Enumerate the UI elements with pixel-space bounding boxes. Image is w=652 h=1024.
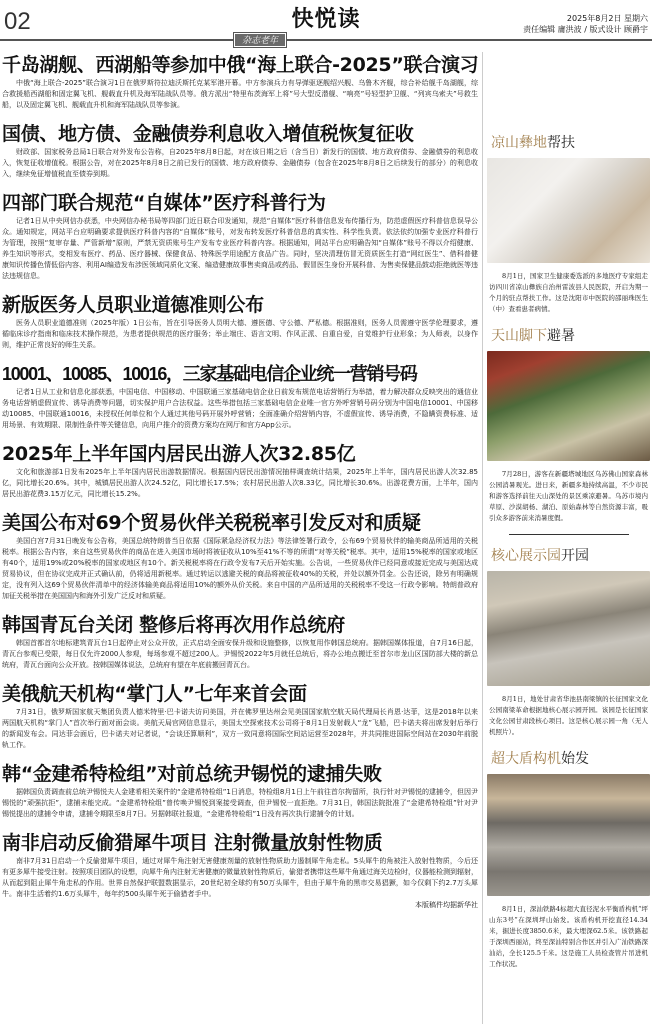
- article: [2, 190, 478, 282]
- section-divider: [509, 534, 629, 535]
- title-accent: 核心展示园: [491, 548, 561, 564]
- article-headline: 南非启动反偷猎犀牛项目 注射微量放射性物质: [2, 832, 383, 854]
- article: [2, 830, 478, 900]
- article-headline: 10001、10085、10016，三家基础电信企业统一营销号码: [2, 364, 417, 384]
- title-rest: 开园: [561, 548, 589, 564]
- article-body: 医务人员职业道德准则（2025年版）1日公布，旨在引导医务人员明大德、遵医德、守公德、严私德。根据准则，医务人员需遵守医学伦理要求，遵循临床诊疗指南和临床技术操作规范，为患者提供规范的医疗服务；举止端庄、语言文明、作风正派、自重自爱，自觉维护行业形象；为人师表，以身作则，维护正常良好的师生关系。: [2, 319, 478, 349]
- article: [2, 681, 478, 751]
- article-headline: 韩“金建希特检组”对前总统尹锡悦的逮捕失败: [2, 763, 382, 785]
- title-rest: 始发: [561, 751, 589, 767]
- page-header: [0, 0, 652, 48]
- article-body: 7月31日，俄罗斯国家航天集团负责人德米特里·巴卡诺夫访问美国，并在佛罗里达州会见美国国家航空航天局代理局长肖恩·达菲，这是2018年以来两国航天机构“掌门人”首次举行面对面会谈。美航天局官网信息显示，美国太空探索技术公司将于8月1日发射载人“龙”飞船，巴卡诺夫将出席发射后举行的新闻发布会。同达菲会面后，巴卡诺夫对记者说，“会谈还算顺利”，双方一致同意将国际空间站运营至2028年，并共同推进国际空间站在2030年前脱轨工作。: [2, 708, 478, 749]
- title-rest: 帮扶: [547, 135, 575, 151]
- photo-story: [487, 325, 650, 535]
- title-rest: 避暑: [547, 328, 575, 344]
- article: [2, 121, 478, 180]
- article-body: 记者1日从工业和信息化部获悉，中国电信、中国移动、中国联通三家基础电信企业日前发布规范电话营销行为举措，着力解决群众反映突出的通信业务电话营销虚假宣传、诱导消费等问题，切实保护用户合法权益。这些举措包括三家基础电信企业唯一官方外呼营销号码分别为中国电信10001、中国移动10085、中国联通10016，未授权任何单位和个人通过其他号码开展外呼营销；全面准确介绍营销内容，不虚假宣传、诱导消费，不隐瞒资费标准、适用场景、有效期限、限制性条件等关键信息，向用户推介的资费方案均在网厅和官方App公示。: [2, 388, 478, 429]
- photo-story-title: [491, 545, 650, 567]
- article: [2, 292, 478, 351]
- article-body: 据韩国负责调查前总统尹锡悦夫人金建希相关案件的“金建希特检组”1日消息，特检组8月1日上午前往首尔拘留所，执行针对尹锡悦的逮捕令，但因尹锡悦的“顽强抗拒”，逮捕未能完成。“金建希特检组”曾传唤尹锡悦到案接受调查，但尹锡悦一直拒绝。7月31日，韩国法院批准了“金建希特检组”针对尹锡悦提出的逮捕令申请，逮捕令期限至8月7日。另据韩联社报道，“金建希特检组”1日没有再次执行逮捕令的计划。: [2, 788, 478, 818]
- article-headline: 美俄航天机构“掌门人”七年来首会面: [2, 683, 307, 705]
- title-accent: 天山脚下: [491, 328, 547, 344]
- article-headline: 韩国青瓦台关闭 整修后将再次用作总统府: [2, 614, 345, 636]
- photo-story: [487, 132, 650, 315]
- photo-caption: 7月28日，游客在新疆塔城地区乌苏佛山国家森林公园消暑观光。进日来，新疆多地持续高温，不少市民和游客选择前往天山深处的景区乘凉避暑。乌苏市境内草原、沙漠胡杨、湖泊、原始森林等自然资源丰富，吸引众多游客前来消暑度假。: [489, 470, 648, 522]
- photo-exhibition-park: [487, 571, 650, 686]
- photo-story-title: [491, 748, 650, 770]
- article: [2, 761, 478, 820]
- article-headline: 国债、地方债、金融债券利息收入增值税恢复征收: [2, 123, 414, 145]
- main-column: [2, 52, 478, 910]
- article-body: 美国白宫7月31日晚发布公告称，美国总统特朗普当日依据《国际紧急经济权力法》等法律签署行政令，公布69个贸易伙伴的输美商品所适用的关税税率。根据公告内容，来自这些贸易伙伴的商品在进入美国市场时将被征收从10%至41%不等的所谓“对等关税”税率。其中，适用15%税率的国家或地区有40个，适用19%或20%税率的国家或地区有10个。新关税税率将在行政令发布7天后开始实施。公告说，一些贸易伙伴已经同意或接近完成与美国达成贸易协议，但在协议完成并正式确认前，仍将适用新税率。通过转运以逃避关税的商品将被征收40%的关税，并处以额外罚金。公告还说，除另有明确规定，没有列入这69个贸易伙伴清单中的经济体输美商品将适用10%的额外从价关税。来自中国的产品所适用的关税税率不受这一行政令影响。特朗普政府加征关税举措在美国国内和海外引发广泛反对和质疑。: [2, 537, 478, 600]
- photo-caption: 8月1日，地处甘肃省华池县南梁镇的长征国家文化公园南梁革命根据地核心展示园开园。该园是长征国家文化公园甘肃段核心项目。这是核心展示园一角（无人机照片）。: [489, 695, 648, 736]
- article: [2, 612, 478, 671]
- article-body: 文化和旅游部1日发布2025年上半年国内居民出游数据情况。根据国内居民出游情况抽样调查统计结果，2025年上半年，国内居民出游人次32.85亿，同比增长20.6%。其中，城镇居民出游人次24.52亿，同比增长17.5%；农村居民出游人次8.33亿，同比增长30.6%。出游花费方面，上半年，国内居民出游花费3.15万亿元，同比增长15.2%。: [2, 468, 478, 498]
- photo-tianshan-forest: [487, 351, 650, 461]
- photo-medical-exam: [487, 158, 650, 263]
- article-headline: 千岛湖舰、西湖船等参加中俄“海上联合-2025”联合演习: [2, 54, 479, 76]
- photo-story-title: [491, 132, 650, 154]
- issue-date: 2025年8月2日 星期六: [566, 14, 648, 23]
- photo-caption: 8月1日，国家卫生健康委选派的多地医疗专家组走访四川省凉山彝族自治州雷波县人民医院，开启为期一个月的驻点帮扶工作。这是沈阳市中医院的邵丽珠医生（中）查看患者病情。: [489, 272, 648, 313]
- photo-caption: 8月1日，深汕铁路4标超大直径泥水平衡盾构机“坪山东3号”在深圳坪山始发。该盾构机开挖直径14.34米，掘进长度3850.6米，最大埋深62.5米。该铁路起于深圳西丽站，终至深汕特别合作区并引入广汕铁路深汕站，全长125.5千米。这是施工人员检查管片吊进机工作状况。: [489, 905, 648, 968]
- article-body: 南非7月31日启动一个反偷猎犀牛项目，通过对犀牛角注射无害健康剂量的放射性物质助力遏制犀牛角走私。5头犀牛的角被注入放射性物质，今后还有更多犀牛接受注射。按照项目团队的设想，向犀牛角内注射无害健康的微量放射性物质后，偷猎者携带这些犀牛角通过海关边检时，仪器能检测到辐射，从而起到阻止犀牛角走私的作用。世界自然保护联盟数据显示，20世纪初全球约有50万头犀牛，但由于犀牛角的黑市交易猖獗，如今仅剩下约2.7万头犀牛。南非生活着约1.6万头犀牛，每年约500头犀牛死于偷猎者手中。: [2, 857, 478, 898]
- photo-tunnel-boring-machine: [487, 774, 650, 896]
- title-accent: 超大盾构机: [491, 751, 561, 767]
- article-body: 记者1日从中央网信办获悉，中央网信办秘书局等四部门近日联合印发通知，规范“自媒体”医疗科普信息发布传播行为，防范虚假医疗科普信息误导公众。通知规定，网站平台应明确要求提供医疗科普内容的“自媒体”账号，对发布转发医疗科普信息的真实性、科学性负责。依法依约加强专业医疗科普行为管理，按照“复审存量、严管新增”原则，严禁无资质账号生产发布专业医疗科普内容。根据通知，网站平台应明确告知“自媒体”账号不得以介绍健康、养生知识等形式，变相发布医疗、药品、医疗器械、保健食品、特殊医学用途配方食品广告。同时，坚决清理仿冒无资质医生打造“网红医生”、借科普健康知识传播色情低俗内容、利用AI编造发布涉医领域同质化文案、编造健康故事售卖商品或药品、假冒医生身份开展科普、为售卖保健品鼓动拒绝就医等违法违规信息。: [2, 217, 478, 280]
- article-headline: 美国公布对69个贸易伙伴关税税率引发反对和质疑: [2, 512, 421, 534]
- article-body: 中俄“海上联合-2025”联合演习1日在俄罗斯符拉迪沃斯托克某军港开幕。中方参演兵力有导弹驱逐舰绍兴舰、乌鲁木齐舰，综合补给舰千岛湖舰，综合救援船西湖船和固定翼飞机、舰载直升机及海军陆战队员等。俄方派出“特里布茨海军上将”号大型反潜舰、“响亮”号轻型护卫舰、“列宾乌索夫”号救生船，以及固定翼飞机、舰载直升机和海军陆战队员等参演。: [2, 79, 478, 109]
- column-divider: [482, 52, 483, 1024]
- photo-story: [487, 748, 650, 970]
- photo-column: [487, 128, 650, 980]
- article-body: 韩国首都首尔地标建筑青瓦台1日起停止对公众开放，正式启动全面安保升级和设施整修，以恢复用作韩国总统府。据韩国媒体报道，自7月16日起，青瓦台参观已受限，每日仅允许2000人参观，每场参观不超过200人。尹锡悦2022年5月就任总统后，将办公地点搬迁至首尔市龙山区国防部大楼的新总统府，青瓦台面向公众开放。按韩国媒体说法，总统府有望在年底前搬回青瓦台。: [2, 639, 478, 669]
- article-headline: 2025年上半年国内居民出游人次32.85亿: [2, 443, 356, 465]
- article-headline: 新版医务人员职业道德准则公布: [2, 294, 264, 316]
- article-headline: 四部门联合规范“自媒体”医疗科普行为: [2, 192, 326, 214]
- article: [2, 52, 478, 111]
- article: [2, 361, 478, 431]
- section-title: 快悦读: [291, 7, 361, 32]
- photo-story: [487, 545, 650, 738]
- header-rule: [0, 39, 652, 41]
- publication-logo: 杂志老年: [234, 33, 286, 47]
- issue-info: [523, 13, 648, 35]
- page-number: 02: [4, 8, 31, 35]
- article-body: 财政部、国家税务总局1日联合对外发布公告称，自2025年8月8日起，对在该日期之后（含当日）新发行的国债、地方政府债券、金融债券的利息收入，恢复征收增值税。根据公告，对在2025年8月8日之前已发行的国债、地方政府债券、金融债券（包含在2025年8月8日之后续发行的部分）的利息收入，继续免征增值税直至债券到期。: [2, 148, 478, 178]
- article: [2, 510, 478, 602]
- source-credit: 本版稿件均据新华社: [415, 901, 478, 909]
- article: [2, 441, 478, 500]
- editors: 责任编辑 庸洪波 / 版式设计 顾爵宇: [523, 25, 648, 34]
- photo-story-title: [491, 325, 650, 347]
- title-accent: 凉山彝地: [491, 135, 547, 151]
